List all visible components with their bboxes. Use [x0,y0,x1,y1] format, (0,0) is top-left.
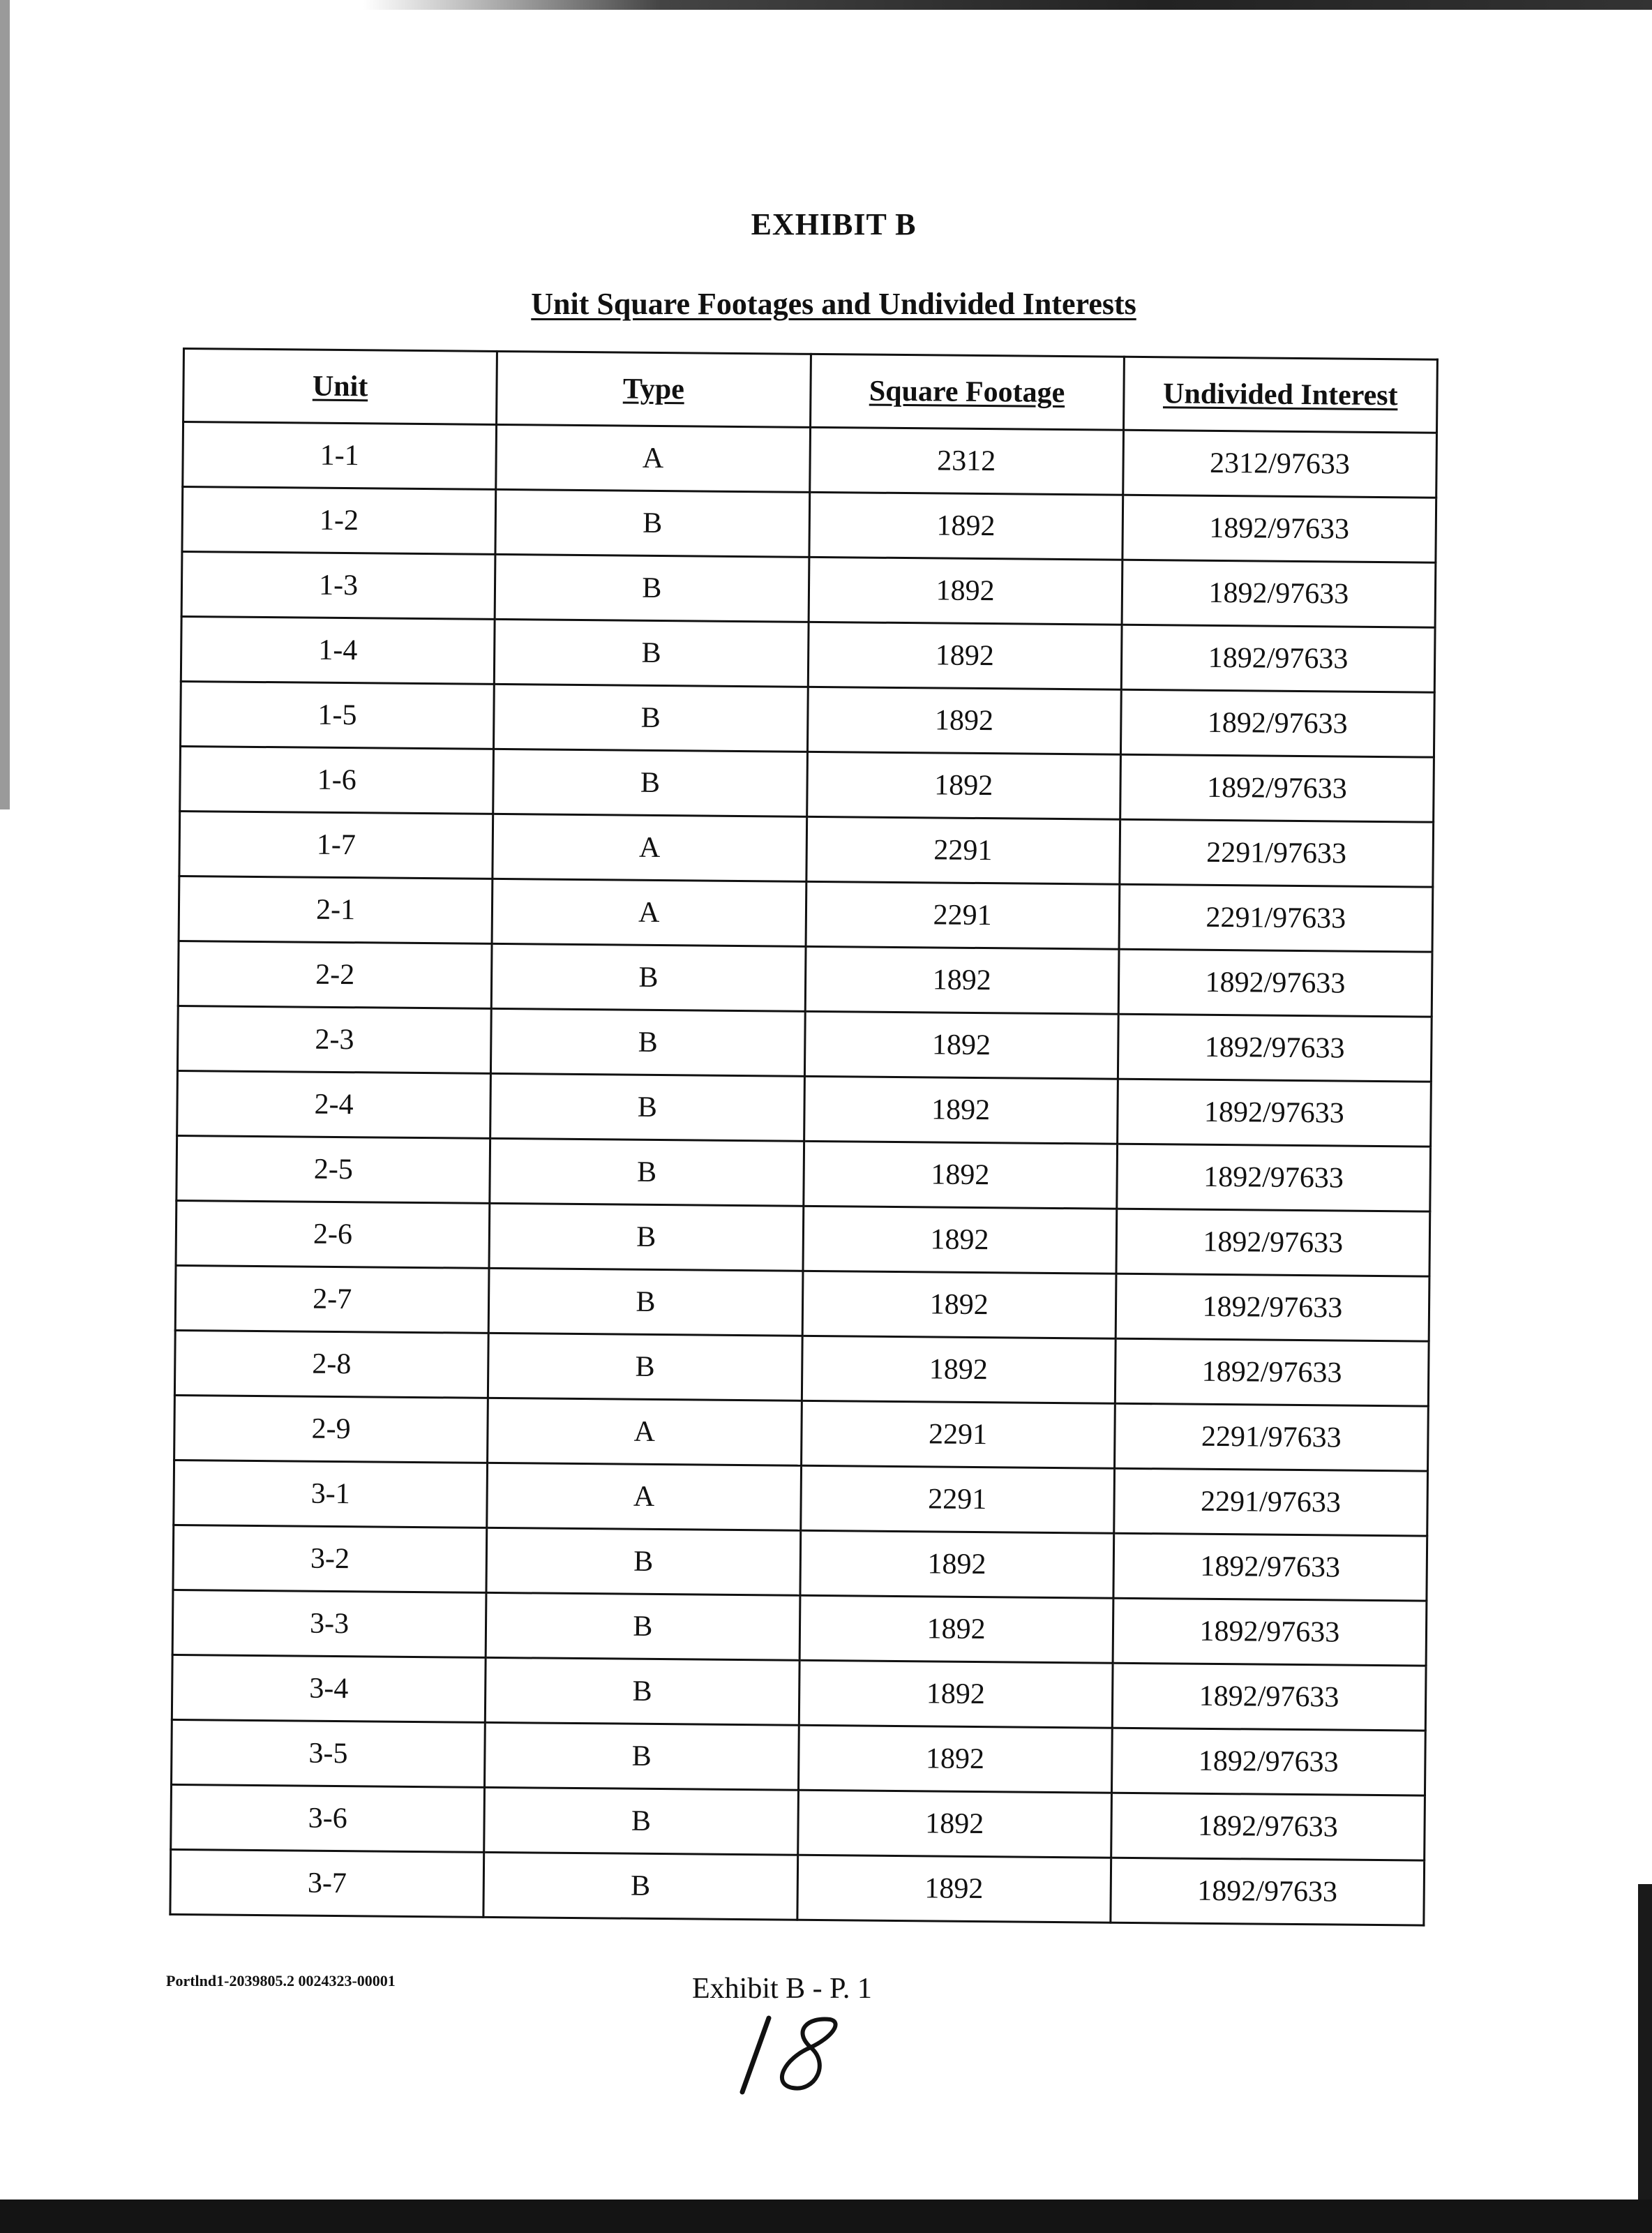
table-row [174,1330,1429,1406]
undivided-interest-cell: 2291/97633 [1120,819,1434,887]
undivided-interest-cell: 1892/97633 [1117,1144,1431,1211]
square-footage-cell: 1892 [807,687,1121,754]
unit-cell: 2-1 [179,876,493,943]
table-row [177,1006,1432,1082]
table-row [172,1590,1427,1666]
unit-cell: 1-6 [180,746,494,814]
unit-cell: 1-7 [179,811,493,879]
header-type-label: Type [622,373,685,406]
type-cell: B [491,1008,805,1076]
table-row [177,1070,1432,1147]
type-cell: B [495,554,809,622]
undivided-interest-cell: 1892/97633 [1117,1079,1431,1147]
undivided-interest-cell: 1892/97633 [1111,1728,1425,1795]
table-row [179,811,1434,887]
type-cell: B [491,943,805,1011]
type-cell: B [488,1333,802,1401]
square-footage-cell: 1892 [804,1011,1118,1079]
type-cell: A [487,1463,801,1530]
square-footage-cell: 1892 [802,1336,1116,1403]
undivided-interest-cell: 1892/97633 [1111,1858,1425,1925]
undivided-interest-cell: 1892/97633 [1122,495,1436,562]
undivided-interest-cell: 2291/97633 [1114,1403,1428,1471]
square-footage-cell: 1892 [809,557,1122,625]
undivided-interest-cell: 1892/97633 [1120,754,1434,822]
undivided-interest-cell: 1892/97633 [1120,689,1434,757]
unit-cell: 1-3 [181,552,495,620]
table-row [179,876,1433,952]
type-cell: B [495,619,809,687]
type-cell: B [484,1787,798,1855]
undivided-interest-cell: 1892/97633 [1112,1663,1426,1731]
type-cell: B [486,1528,800,1595]
unit-cell: 3-4 [172,1655,486,1722]
table-row [182,487,1436,563]
units-table [169,348,1439,1927]
square-footage-cell: 1892 [797,1855,1111,1922]
type-cell: B [488,1268,802,1336]
units-table-body [170,422,1437,1926]
square-footage-cell: 2291 [806,816,1120,884]
square-footage-cell: 1892 [797,1790,1111,1858]
square-footage-cell: 1892 [805,946,1119,1014]
undivided-interest-cell: 2291/97633 [1113,1468,1427,1536]
square-footage-cell: 1892 [809,492,1122,560]
type-cell: B [493,749,807,816]
header-square-footage-label: Square Footage [869,375,1065,410]
type-cell: B [485,1722,799,1790]
header-undivided-interest [1123,357,1437,433]
header-square-footage [810,354,1124,430]
table-row [172,1655,1426,1731]
square-footage-cell: 1892 [799,1530,1113,1598]
square-footage-cell: 1892 [808,622,1122,689]
header-type [497,351,811,427]
unit-cell: 2-3 [177,1006,491,1073]
square-footage-cell: 1892 [802,1271,1116,1338]
undivided-interest-cell: 1892/97633 [1116,1209,1430,1276]
table-row [183,422,1437,498]
undivided-interest-cell: 2291/97633 [1119,884,1433,952]
scan-edge-top [0,0,1652,10]
type-cell: B [483,1852,797,1920]
undivided-interest-cell: 1892/97633 [1121,625,1435,692]
square-footage-cell: 1892 [806,752,1120,819]
table-row [171,1784,1425,1860]
unit-cell: 3-6 [171,1784,485,1852]
unit-cell: 2-6 [176,1200,490,1268]
unit-cell: 3-7 [170,1849,484,1917]
document-code: Portlnd1-2039805.2 0024323-00001 [166,1972,396,1989]
square-footage-cell: 1892 [803,1141,1117,1209]
table-row [177,1135,1431,1211]
handwritten-page-number [726,2010,879,2100]
type-cell: B [494,684,808,752]
table-row [172,1719,1426,1795]
header-unit [183,349,497,425]
type-cell: B [490,1073,804,1141]
unit-cell: 2-2 [178,941,492,1008]
undivided-interest-cell: 1892/97633 [1118,949,1432,1017]
undivided-interest-cell: 1892/97633 [1111,1793,1425,1860]
table-row [180,746,1434,822]
undivided-interest-cell: 1892/97633 [1113,1598,1427,1666]
table-row [181,552,1436,628]
unit-cell: 3-5 [172,1719,486,1787]
unit-cell: 2-4 [177,1070,491,1138]
unit-cell: 2-5 [177,1135,490,1203]
table-header-row [183,349,1438,433]
scan-edge-bottom [0,2200,1652,2233]
square-footage-cell: 1892 [804,1076,1118,1144]
type-cell: B [489,1203,803,1271]
square-footage-cell: 2291 [801,1401,1115,1468]
unit-cell: 2-8 [174,1330,488,1398]
type-cell: A [493,814,806,881]
scan-edge-right [1638,1884,1652,2233]
scan-edge-left [0,0,10,809]
exhibit-title: EXHIBIT B [751,207,917,241]
table-row [178,941,1432,1017]
undivided-interest-cell: 1892/97633 [1116,1274,1429,1341]
table-row [181,681,1435,757]
undivided-interest-cell: 2312/97633 [1122,430,1436,498]
table-row [175,1265,1429,1341]
unit-cell: 1-4 [181,616,495,684]
unit-cell: 3-3 [172,1590,486,1657]
type-cell: B [495,489,809,557]
exhibit-subtitle-text: Unit Square Footages and Undivided Interests [531,287,1136,321]
table-row [181,616,1435,692]
header-undivided-interest-label: Undivided Interest [1162,378,1398,412]
type-cell: B [486,1592,799,1660]
square-footage-cell: 1892 [798,1725,1112,1793]
exhibit-subtitle [0,286,1652,322]
square-footage-cell: 2312 [809,427,1123,495]
square-footage-cell: 2291 [806,881,1120,949]
undivided-interest-cell: 1892/97633 [1115,1338,1429,1406]
units-table-wrapper [169,348,1439,1927]
unit-cell: 3-2 [173,1525,487,1592]
table-row [173,1525,1427,1601]
undivided-interest-cell: 1892/97633 [1122,560,1436,627]
square-footage-cell: 1892 [799,1660,1113,1728]
unit-cell: 3-1 [174,1460,488,1528]
type-cell: A [492,879,806,946]
square-footage-cell: 2291 [800,1465,1114,1533]
undivided-interest-cell: 1892/97633 [1113,1533,1427,1601]
square-footage-cell: 1892 [799,1595,1113,1663]
type-cell: B [486,1657,799,1725]
unit-cell: 2-9 [174,1395,488,1463]
unit-cell: 1-5 [181,681,495,749]
page-label: Exhibit B - P. 1 [692,1973,872,2005]
table-row [174,1460,1428,1536]
header-unit-label: Unit [312,370,368,403]
type-cell: A [496,424,810,492]
undivided-interest-cell: 1892/97633 [1118,1014,1432,1082]
table-row [170,1849,1425,1925]
square-footage-cell: 1892 [802,1206,1116,1274]
unit-cell: 2-7 [175,1265,489,1333]
type-cell: B [490,1138,804,1206]
unit-cell: 1-1 [183,422,497,490]
unit-cell: 1-2 [182,487,496,555]
table-row [176,1200,1430,1276]
table-row [174,1395,1429,1471]
type-cell: A [488,1398,802,1465]
